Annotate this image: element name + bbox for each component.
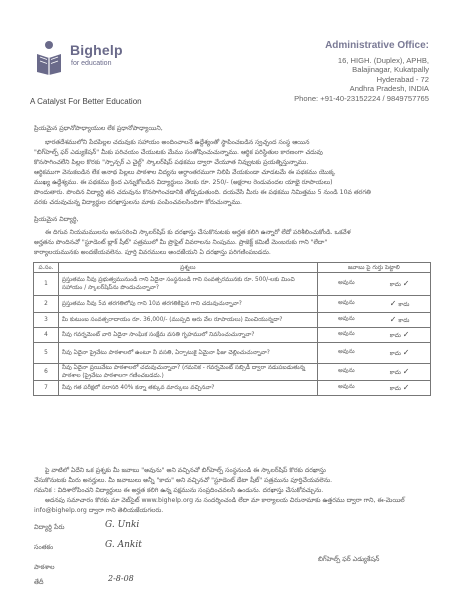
- no-option-checked[interactable]: ✓ కాదు: [389, 299, 410, 308]
- paragraph-line: కొనసాగించలేని పిల్లల కొరకు "స్పాన్సర్ ఎ చైల్డ్" స్కాలర్‌షిప్ పథకము ద్వారా చేయూత నివ్వుటకు ప్రయత్నిస్తున్నాము.: [34, 159, 309, 166]
- yes-option[interactable]: అవును: [338, 300, 355, 306]
- table-row: [34, 343, 431, 364]
- question-text: నీవు ఏదైనా ప్రైవేటు పాఠశాలలో ఉంటూ నీ వసతి, ఏర్పాటుకై ఏమైనా ఫీజు చెల్లించుచున్నావా?: [58, 343, 317, 364]
- paragraph-line: వరకు చదువుచున్న విద్యార్థుల దరఖాస్తులను మాకు పంపించవలసిందిగా కోరుచున్నాము.: [34, 199, 242, 206]
- table-header-row: [34, 263, 431, 273]
- student-signature-handwritten: G. Ankit: [105, 540, 142, 550]
- office-title: Administrative Office:: [325, 40, 429, 51]
- table-row: [34, 364, 431, 381]
- paragraph-line: పొందుతారు. పొందిన విద్యార్థి తన చదువును కొనసాగించడానికి తోడ్పడుతుంది. దయచేసి మీరు ఈ పథకము నిమిత్తము 5 నుండి 10వ తరగతి: [34, 189, 371, 196]
- paragraph-line: ముఖ్య ఉద్దేశ్యము. ఈ పథకము క్రింద ఎన్నుకోబడిన విద్యార్థులు నెలకు రూ. 250/- (అక్షరాల రెండువందల యాభై రూపాయలు): [34, 179, 333, 186]
- question-text: నీవు గత పరీక్షలో సరాసరి 40% కన్నా తక్కువ మార్కులు వచ్చినవా?: [58, 381, 317, 396]
- question-text: ప్రస్తుతము నీవు 5వ తరగతిలోపు గాని 10వ తరగతికిపైన గాని చదువుచున్నావా?: [58, 296, 317, 313]
- answer-cell: [317, 273, 430, 296]
- date-label: తేదీ: [34, 578, 44, 586]
- check-mark-icon: ✓: [402, 367, 410, 376]
- no-option-checked[interactable]: ✓ కాదు: [389, 315, 410, 324]
- yes-option[interactable]: అవును: [338, 316, 355, 322]
- question-text: ప్రస్తుతము నీవు ప్రభుత్వమునుండి గాని ఏదైనా సంస్థనుండి గాని సంవత్సరమునకు రూ. 500/-లకు మించి సహాయం / స్కాలర్‌షిప్‌ను పొందుచున్నావా?: [58, 273, 317, 296]
- row-number: 7: [34, 381, 59, 396]
- question-text: నీవు గవర్నమెంట్ వారి ఏదైనా సాంఘిక సంక్షేమ వసతి గృహములో నివసించుచున్నావా?: [58, 328, 317, 343]
- no-option-checked[interactable]: కాదు ✓: [389, 348, 410, 357]
- yes-option[interactable]: అవును: [338, 349, 355, 355]
- check-mark-icon: ✓: [389, 315, 397, 324]
- address-line: Hyderabad - 72: [376, 74, 429, 84]
- eligibility-questions-table: [33, 262, 431, 396]
- book-person-logo-icon: [34, 40, 64, 76]
- logo: [34, 40, 174, 90]
- address-line: Balajinagar, Kukatpally: [352, 65, 429, 75]
- question-text: మీ కుటుంబ సంవత్సరాదాయం రూ. 36,000/- (ముప్పది ఆరు వేల రూపాయలు) మించియున్నదా?: [58, 313, 317, 328]
- address-line: Andhra Pradesh, INDIA: [349, 84, 429, 94]
- table-row: [34, 381, 431, 396]
- column-header: ప్రశ్నలు: [58, 263, 317, 273]
- table-row: [34, 273, 431, 296]
- check-mark-icon: ✓: [402, 279, 410, 288]
- office-address-block: [229, 40, 429, 103]
- salutation-student: ప్రియమైన విద్యార్థి,: [34, 216, 79, 223]
- paragraph-line: అదనపు సమాచారం కొరకు మా వెబ్‌సైట్ www.bighelp.org ను సందర్శించండి లేదా మా కార్యాలయ చిరునామాకు ఉత్తరము ద్వారా గాని, ఈ-మెయిల్: [45, 497, 405, 504]
- check-mark-icon: ✓: [402, 383, 410, 392]
- yes-option[interactable]: అవును: [338, 331, 355, 337]
- check-mark-icon: ✓: [402, 348, 410, 357]
- paragraph-line: "బిగ్‌హెల్ప్ ఫర్ ఎడ్యుకేషన్" మీకు పరిచయం చేయుటకు మేము సంతోషించుచున్నాము. ఆర్థిక పరిస్థితుల కారణంగా చదువు: [34, 149, 323, 156]
- brand-subtitle: for education: [71, 60, 112, 67]
- paragraph-line: అర్హతను పొందినచో "స్టూడెంట్ బ్లాక్ షీట్" పత్రములో మీ ప్రొఫైల్ వివరాలను నింపుము. ప్రాజెక్ట్ కమిటీ మెంబరుకు గాని "లేదా": [34, 239, 328, 246]
- row-number: 3: [34, 313, 59, 328]
- paragraph-line: పై వాటిలో ఏదేని ఒక ప్రశ్నకు మీ జవాబు "అవును" అని వచ్చినచో బిగ్‌హెల్ప్ సంస్థనుండి ఈ స్కాలర్‌షిప్ కొరకు దరఖాస్తు: [45, 467, 326, 474]
- column-header: ప.సం.: [34, 263, 59, 273]
- answer-cell: [317, 296, 430, 313]
- date-handwritten: 2-8-08: [108, 574, 134, 583]
- address-line: 16, HIGH. (Duplex), APHB,: [337, 56, 429, 65]
- paragraph-line: కార్యాలయమునకు అందజేయవలెను. పూర్తి వివరములు అందజేయని ఏ దరఖాస్తు పరిగణింపబడదు.: [34, 249, 271, 256]
- answer-cell: [317, 313, 430, 328]
- student-name-handwritten: G. Unki: [105, 520, 140, 530]
- signature-label: సంతకం: [34, 543, 54, 551]
- answer-cell: [317, 343, 430, 364]
- table-row: [34, 296, 431, 313]
- phone-number: Phone: +91-40-23152224 / 9849757765: [294, 93, 429, 103]
- salutation: ప్రియమైన ప్రధానోపాధ్యాయుల లేక ప్రధానోపాధ్యాయిని,: [34, 125, 163, 132]
- no-option-checked[interactable]: కాదు ✓: [389, 383, 410, 392]
- paragraph-line: ఆర్థికముగా వెనుకబడిన లేక అనాథ పిల్లలు పాఠశాల విద్యను అర్ధాంతరముగా నిలిపి వేయకుండా చూడటమే ఈ పథకము యొక్క: [34, 169, 336, 176]
- paragraph-line: గమనిక : విదిశారోపించని విద్యార్థులు ఈ అర్హత కలిగి ఉన్న పక్షమును సంప్రదించవలసి ఉండును. దరఖాస్తు చేసుకోవచ్చును.: [34, 487, 324, 494]
- row-number: 1: [34, 273, 59, 296]
- row-number: 4: [34, 328, 59, 343]
- brand-name: Bighelp: [70, 42, 123, 58]
- column-header: జవాబు పై గుర్తు పెట్టాలి: [317, 263, 430, 273]
- answer-cell: [317, 328, 430, 343]
- no-option-checked[interactable]: కాదు ✓: [389, 279, 410, 288]
- no-option-checked[interactable]: కాదు ✓: [389, 367, 410, 376]
- yes-option[interactable]: అవును: [338, 384, 355, 390]
- answer-cell: [317, 381, 430, 396]
- tagline: A Catalyst For Better Education: [30, 97, 142, 106]
- paragraph-line: info@bighelp.org ద్వారా గాని తెలియజేయగలరు.: [34, 507, 164, 514]
- answer-cell: [317, 364, 430, 381]
- question-text: నీవు ఏదైనా ప్రయివేటు పాఠశాలలో చదువుచున్నావా? (గమనిక - గవర్నమెంట్ సబ్సిడీ ద్వారా నడుపబడుతున్న పాఠశాల (ప్రైవేటు పాఠశాలగా గణించబడదు.): [58, 364, 317, 381]
- no-option-checked[interactable]: కాదు ✓: [389, 330, 410, 339]
- yes-option[interactable]: అవును: [338, 280, 355, 286]
- row-number: 2: [34, 296, 59, 313]
- paragraph-line: చేసుకొనుటకు మీరు అనర్హులు. మీ జవాబులు అన్నీ "కాదు" అని వచ్చినచో "స్టూడెంట్ డేటా షీట్" పత్రమును పూర్తిచేయవలెను.: [34, 477, 333, 484]
- row-number: 5: [34, 343, 59, 364]
- paragraph-line: భారతదేశములోని పేదపిల్లల చదువుకు సహాయం అందించాలనే ఉద్దేశ్యంతో స్థాపించబడిన స్వచ్ఛంద సంస్థ ఆయిన: [45, 139, 310, 146]
- paragraph-line: ఈ దిగువ నియమములను అనుసరించి స్కాలర్‌షిప్ కు దరఖాస్తు చేసుకొనుటకు అర్హత కలిగి ఉన్నారో లేదో పరిశీలించుకోండి. ఒకవేళ: [45, 229, 351, 236]
- row-number: 6: [34, 364, 59, 381]
- table-row: [34, 313, 431, 328]
- check-mark-icon: ✓: [389, 299, 397, 308]
- school-label: పాఠశాల: [34, 563, 55, 571]
- student-name-label: విద్యార్థి పేరు: [34, 523, 65, 531]
- check-mark-icon: ✓: [402, 330, 410, 339]
- org-signature-label: బిగ్‌హెల్ప్ ఫర్ ఎడ్యుకేషన్: [318, 555, 380, 563]
- table-row: [34, 328, 431, 343]
- yes-option[interactable]: అవును: [338, 368, 355, 374]
